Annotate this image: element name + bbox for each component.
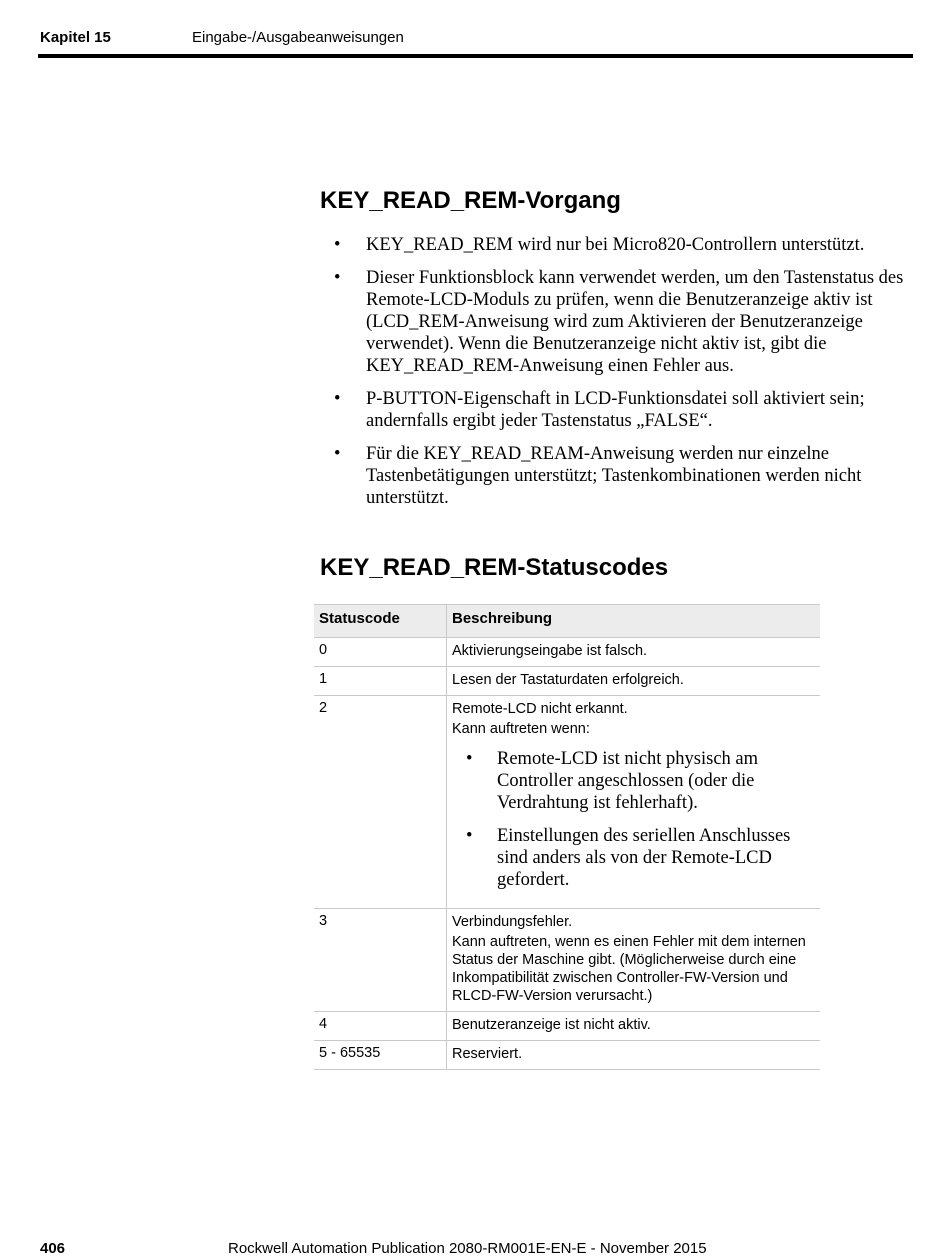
chapter-title: Eingabe-/Ausgabeanweisungen: [192, 29, 404, 46]
table-header-row: [314, 605, 820, 638]
header-rule: [38, 54, 913, 58]
page-number: 406: [40, 1240, 66, 1257]
description-cell: Verbindungsfehler. Kann auftreten, wenn es einen Fehler mit dem internen Status der Maschine gibt. (Möglicherweise durch eine Inkompatibilität zwischen Controller-FW-Version und RLCD-FW-Version verursacht.): [447, 909, 821, 1012]
status-code-cell: 1: [314, 667, 447, 696]
status-code-cell: 3: [314, 909, 447, 1012]
description-cell: Reserviert.: [447, 1041, 821, 1070]
column-header-statuscode: Statuscode: [314, 605, 447, 638]
description-cell: Remote-LCD nicht erkannt. Kann auftreten wenn: • Remote-LCD ist nicht physisch am Controller angeschlossen (oder die Verdrahtung ist fehlerhaft). • Einstellungen des seriellen Anschlusses sind anders als von der Remote-LCD gefordert.: [447, 696, 821, 909]
bullet-icon: •: [334, 235, 341, 255]
status-code-cell: 2: [314, 696, 447, 909]
process-bullet-list: [320, 234, 910, 509]
description-cell: Lesen der Tastaturdaten erfolgreich.: [447, 667, 821, 696]
section-heading-status: KEY_READ_REM-Statuscodes: [320, 554, 669, 581]
table-row: [314, 1012, 820, 1041]
list-item: • Remote-LCD ist nicht physisch am Controller angeschlossen (oder die Verdrahtung ist fehlerhaft).: [466, 749, 759, 813]
column-header-beschreibung: Beschreibung: [447, 605, 821, 638]
chapter-number: Kapitel 15: [40, 29, 111, 46]
status-code-cell: 4: [314, 1012, 447, 1041]
table-row: [314, 667, 820, 696]
table-row: [314, 909, 820, 1012]
bullet-icon: •: [466, 749, 473, 769]
bullet-icon: •: [334, 389, 341, 409]
bullet-icon: •: [466, 826, 473, 846]
description-cell: Benutzeranzeige ist nicht aktiv.: [447, 1012, 821, 1041]
table-row: [314, 696, 820, 909]
status-code-cell: 0: [314, 638, 447, 667]
list-item: • Dieser Funktionsblock kann verwendet werden, um den Tastenstatus des Remote-LCD-Moduls zu prüfen, wenn die Benutzeranzeige aktiv ist (LCD_REM-Anweisung wird zum Aktivieren der Benutzeranzeige verwendet). Wenn die Benutzeranzeige nicht aktiv ist, gibt die KEY_READ_REM-Anweisung einen Fehler aus.: [334, 268, 904, 376]
status-code-table: [314, 604, 820, 1070]
table-row: [314, 638, 820, 667]
main-content: [320, 186, 910, 583]
publication-info: Rockwell Automation Publication 2080-RM001E-EN-E - November 2015: [228, 1240, 707, 1257]
cause-bullet-list: [452, 748, 815, 891]
description-cell: Aktivierungseingabe ist falsch.: [447, 638, 821, 667]
list-item: • Für die KEY_READ_REAM-Anweisung werden nur einzelne Tastenbetätigungen unterstützt; Tastenkombinationen werden nicht unterstützt.: [334, 444, 862, 508]
table-row: [314, 1041, 820, 1070]
list-item: • KEY_READ_REM wird nur bei Micro820-Controllern unterstützt.: [334, 235, 865, 255]
bullet-icon: •: [334, 268, 341, 288]
list-item: • P-BUTTON-Eigenschaft in LCD-Funktionsdatei soll aktiviert sein; andernfalls ergibt jeder Tastenstatus „FALSE“.: [334, 389, 865, 431]
list-item: • Einstellungen des seriellen Anschlusses sind anders als von der Remote-LCD gefordert.: [466, 826, 791, 890]
bullet-icon: •: [334, 444, 341, 464]
section-heading-process: KEY_READ_REM-Vorgang: [320, 187, 621, 214]
status-code-cell: 5 - 65535: [314, 1041, 447, 1070]
